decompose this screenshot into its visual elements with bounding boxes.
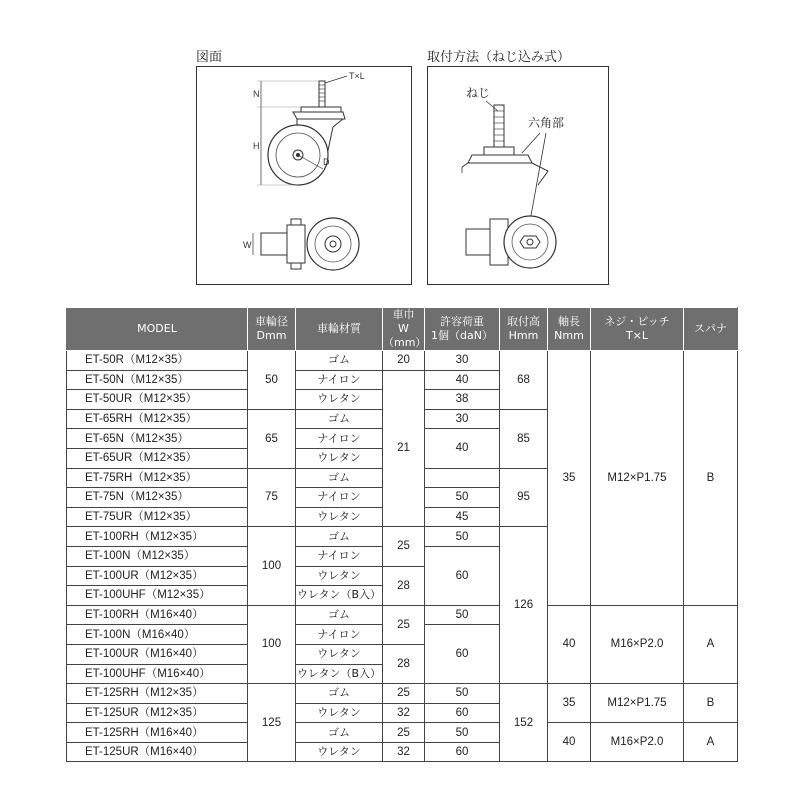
load-cell: 60 [425,546,500,605]
load-cell: 60 [425,742,500,762]
load-cell: 30 [425,351,500,371]
wheel-dia-cell: 65 [248,409,296,468]
model-cell: ET-100UHF（M12×35） [67,586,248,606]
width-cell: 32 [383,703,425,723]
width-cell: 25 [383,527,425,566]
load-cell: 50 [425,488,500,508]
load-cell: 50 [425,605,500,625]
mounting-method-drawing [428,67,608,284]
screw-label: ねじ [466,86,491,100]
height-cell: 68 [500,351,548,410]
material-cell: ウレタン [296,390,383,410]
model-cell: ET-100UR（M12×35） [67,566,248,586]
table-row [67,605,738,625]
spec-table [66,307,738,762]
model-cell: ET-125RH（M12×35） [67,684,248,704]
model-cell: ET-75UR（M12×35） [67,507,248,527]
material-cell: ゴム [296,605,383,625]
wheel-dia-cell: 75 [248,468,296,527]
thread-cell: M16×P2.0 [591,723,684,762]
model-cell: ET-125UR（M12×35） [67,703,248,723]
model-cell: ET-50UR（M12×35） [67,390,248,410]
header-model: MODEL [67,308,248,351]
model-cell: ET-100N（M16×40） [67,625,248,645]
wheel-dia-cell: 100 [248,605,296,683]
load-cell: 30 [425,409,500,429]
header-height: 取付高 Hmm [500,308,548,351]
material-cell: ウレタン [296,448,383,468]
caster-dimension-drawing [197,67,411,284]
model-cell: ET-100RH（M16×40） [67,605,248,625]
thread-cell: M16×P2.0 [591,605,684,683]
width-cell: 28 [383,644,425,683]
header-wheel-dia: 車輪径 Dmm [248,308,296,351]
width-cell: 32 [383,742,425,762]
mounting-panel [427,66,609,285]
load-cell: 50 [425,684,500,704]
table-row [67,351,738,371]
load-cell: 50 [425,723,500,743]
wheel-dia-cell: 125 [248,684,296,762]
d-label: D [323,157,330,167]
width-cell: 21 [383,370,425,527]
width-cell: 20 [383,351,425,371]
thread-cell: M12×P1.75 [591,351,684,606]
model-cell: ET-125RH（M16×40） [67,723,248,743]
width-cell: 25 [383,684,425,704]
material-cell: ゴム [296,351,383,371]
material-cell: ナイロン [296,488,383,508]
load-cell: 60 [425,625,500,684]
material-cell: ゴム [296,527,383,547]
model-cell: ET-75RH（M12×35） [67,468,248,488]
w-label: W [243,240,252,250]
header-axle: 軸長 Nmm [548,308,591,351]
n-label: N [253,89,260,99]
thread-cell: M12×P1.75 [591,684,684,723]
h-label: H [253,141,260,151]
material-cell: ナイロン [296,625,383,645]
table-header-row [67,308,738,351]
material-cell: ウレタン [296,703,383,723]
axle-cell: 40 [548,605,591,683]
load-cell: 38 [425,390,500,410]
wrench-cell: A [684,605,738,683]
load-cell: 40 [425,429,500,468]
header-load: 許容荷重 1個（daN） [425,308,500,351]
header-wrench: スパナ [684,308,738,351]
width-cell: 25 [383,605,425,644]
model-cell: ET-50R（M12×35） [67,351,248,371]
height-cell: 95 [500,468,548,527]
material-cell: ウレタン [296,566,383,586]
axle-cell: 40 [548,723,591,762]
material-cell: ウレタン [296,644,383,664]
model-cell: ET-100N（M12×35） [67,546,248,566]
model-cell: ET-100UHF（M16×40） [67,664,248,684]
height-cell: 85 [500,409,548,468]
material-cell: ウレタン（B入） [296,586,383,606]
material-cell: ナイロン [296,370,383,390]
model-cell: ET-65UR（M12×35） [67,448,248,468]
height-cell: 152 [500,684,548,762]
wheel-dia-cell: 100 [248,527,296,605]
table-row [67,723,738,743]
material-cell: ウレタン [296,507,383,527]
axle-cell: 35 [548,684,591,723]
load-cell: 50 [425,527,500,547]
load-cell: 60 [425,703,500,723]
mounting-method-title: 取付方法（ねじ込み式） [427,50,571,65]
material-cell: ゴム [296,723,383,743]
wrench-cell: A [684,723,738,762]
load-cell: 45 [425,507,500,527]
material-cell: ゴム [296,409,383,429]
material-cell: ナイロン [296,429,383,449]
model-cell: ET-65RH（M12×35） [67,409,248,429]
material-cell: ゴム [296,468,383,488]
tl-label: T×L [349,71,365,81]
header-material: 車輪材質 [296,308,383,351]
table-row [67,684,738,704]
axle-cell: 35 [548,351,591,606]
material-cell: ナイロン [296,546,383,566]
model-cell: ET-65N（M12×35） [67,429,248,449]
header-width: 車巾 W（mm） [383,308,427,349]
wrench-cell: B [684,351,738,606]
width-cell: 25 [383,723,425,743]
material-cell: ゴム [296,684,383,704]
material-cell: ウレタン [296,742,383,762]
load-cell [425,468,500,488]
material-cell: ウレタン（B入） [296,664,383,684]
wrench-cell: B [684,684,738,723]
hex-label: 六角部 [528,116,565,130]
model-cell: ET-100RH（M12×35） [67,527,248,547]
header-thread: ネジ・ピッチ T×L [591,308,684,351]
model-cell: ET-50N（M12×35） [67,370,248,390]
model-cell: ET-100UR（M16×40） [67,644,248,664]
width-cell: 28 [383,566,425,605]
wheel-dia-cell: 50 [248,351,296,410]
model-cell: ET-125UR（M16×40） [67,742,248,762]
load-cell: 40 [425,370,500,390]
height-cell: 126 [500,527,548,684]
drawing-panel [196,66,412,285]
model-cell: ET-75N（M12×35） [67,488,248,508]
drawing-title: 図面 [196,50,223,65]
